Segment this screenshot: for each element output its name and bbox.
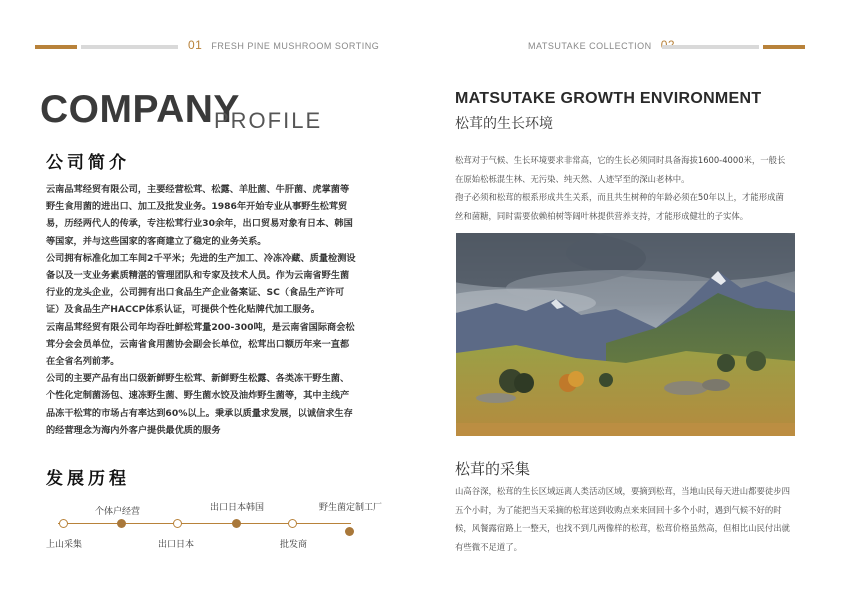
header-left-number: 01 xyxy=(188,38,203,52)
timeline-dot-2 xyxy=(117,519,126,528)
intro-paragraph-1: 云南品茸经贸有限公司，主要经营松茸、松露、羊肚菌、牛肝菌、虎掌菌等野生食用菌的进出口、加工及批发业务。1986年开始专业从事野生松茸贸易，历经两代人的传承，专注松茸行业30余年，出口贸易对象有日本、韩国等国家，并与这些国家的客商建立了稳定的业务关系。 xyxy=(46,184,353,247)
timeline-label-individual: 个体户经营 xyxy=(95,507,141,517)
company-intro-text xyxy=(46,181,356,439)
history-heading: 发展历程 xyxy=(46,469,130,489)
header-grey-bar-right xyxy=(662,45,759,49)
timeline-dot-1 xyxy=(59,519,68,528)
header-accent-bar-left xyxy=(35,45,77,49)
growth-paragraph-1: 松茸对于气候、生长环境要求非常高，它的生长必须同时具备海拔1600-4000米，一般长在原始松栎混生林、无污染、纯天然、人迹罕至的深山老林中。 xyxy=(455,155,786,184)
timeline-dot-4 xyxy=(232,519,241,528)
growth-title-cn: 松茸的生长环境 xyxy=(455,116,553,132)
timeline-dot-5 xyxy=(288,519,297,528)
timeline-label-export-jp: 出口日本 xyxy=(158,540,195,550)
growth-text xyxy=(455,151,791,225)
intro-paragraph-4: 公司的主要产品有出口级新鲜野生松茸、新鲜野生松露、各类冻干野生菌、个性化定制菌汤包、速冻野生菌、野生菌水饺及油炸野生菌等，其中主线产品冻干松茸的市场占有率达到60%以上。秉承以质量求发展，以诚信求生存的经营理念为海内外客户提供最优质的服务 xyxy=(46,373,353,436)
header-left-text: FRESH PINE MUSHROOM SORTING xyxy=(211,41,380,51)
header-grey-bar-left xyxy=(81,45,178,49)
mountain-landscape-image xyxy=(456,233,795,436)
timeline-label-factory: 野生菌定制工厂 xyxy=(319,503,383,513)
header-accent-bar-right xyxy=(763,45,805,49)
timeline-label-export-jp-kr: 出口日本韩国 xyxy=(210,503,265,513)
collection-text xyxy=(455,482,791,556)
growth-paragraph-2: 孢子必须和松茸的根系形成共生关系，而且共生树种的年龄必须在50年以上，才能形成菌丝和菌糖，同时需要依赖柏树等阔叶林提供营养支持，才能形成健壮的子实体。 xyxy=(455,192,784,221)
timeline-dot-6 xyxy=(345,527,354,536)
intro-paragraph-3: 云南品茸经贸有限公司年均吞吐鲜松茸量200-300吨，是云南省国际商会松茸分会会员单位，云南省食用菌协会副会长单位，松茸出口额历年来一直都在全省名列前茅。 xyxy=(46,321,355,368)
timeline-dot-3 xyxy=(173,519,182,528)
header-right-label xyxy=(528,38,675,52)
mountain-landscape-photo xyxy=(456,233,795,436)
header-left-label xyxy=(188,38,379,52)
collection-title: 松茸的采集 xyxy=(455,460,531,478)
intro-heading: 公司简介 xyxy=(46,153,130,173)
timeline-label-wholesale: 批发商 xyxy=(280,540,308,550)
company-title: COMPANY xyxy=(40,88,240,131)
header-right-text: MATSUTAKE COLLECTION xyxy=(528,41,652,51)
profile-title: PROFILE xyxy=(214,108,323,133)
growth-title-en: MATSUTAKE GROWTH ENVIRONMENT xyxy=(455,90,762,107)
collection-paragraph: 山高谷深，松茸的生长区域远离人类活动区域，要摘到松茸，当地山民每天进山都要徒步四五个小时，为了能把当天采摘的松茸送到收购点来来回回十多个小时，遇到气候不好的时候，风餐露宿路上一整天，也找不到几两像样的松茸，松茸价格虽然高，但相比山民付出就有些微不足道了。 xyxy=(455,486,790,552)
timeline-line xyxy=(58,523,351,524)
intro-paragraph-2: 公司拥有标准化加工车间2千平米；先进的生产加工、冷冻冷藏、质量检测设备以及一支业务素质精湛的管理团队和专家及技术人员。作为云南省野生菌行业的龙头企业，公司拥有出口食品生产企业备案证、SC（食品生产许可证）及食品生产HACCP体系认证，可提供个性化贴牌代加工服务。 xyxy=(46,252,356,316)
timeline-label-mountain: 上山采集 xyxy=(46,540,83,550)
